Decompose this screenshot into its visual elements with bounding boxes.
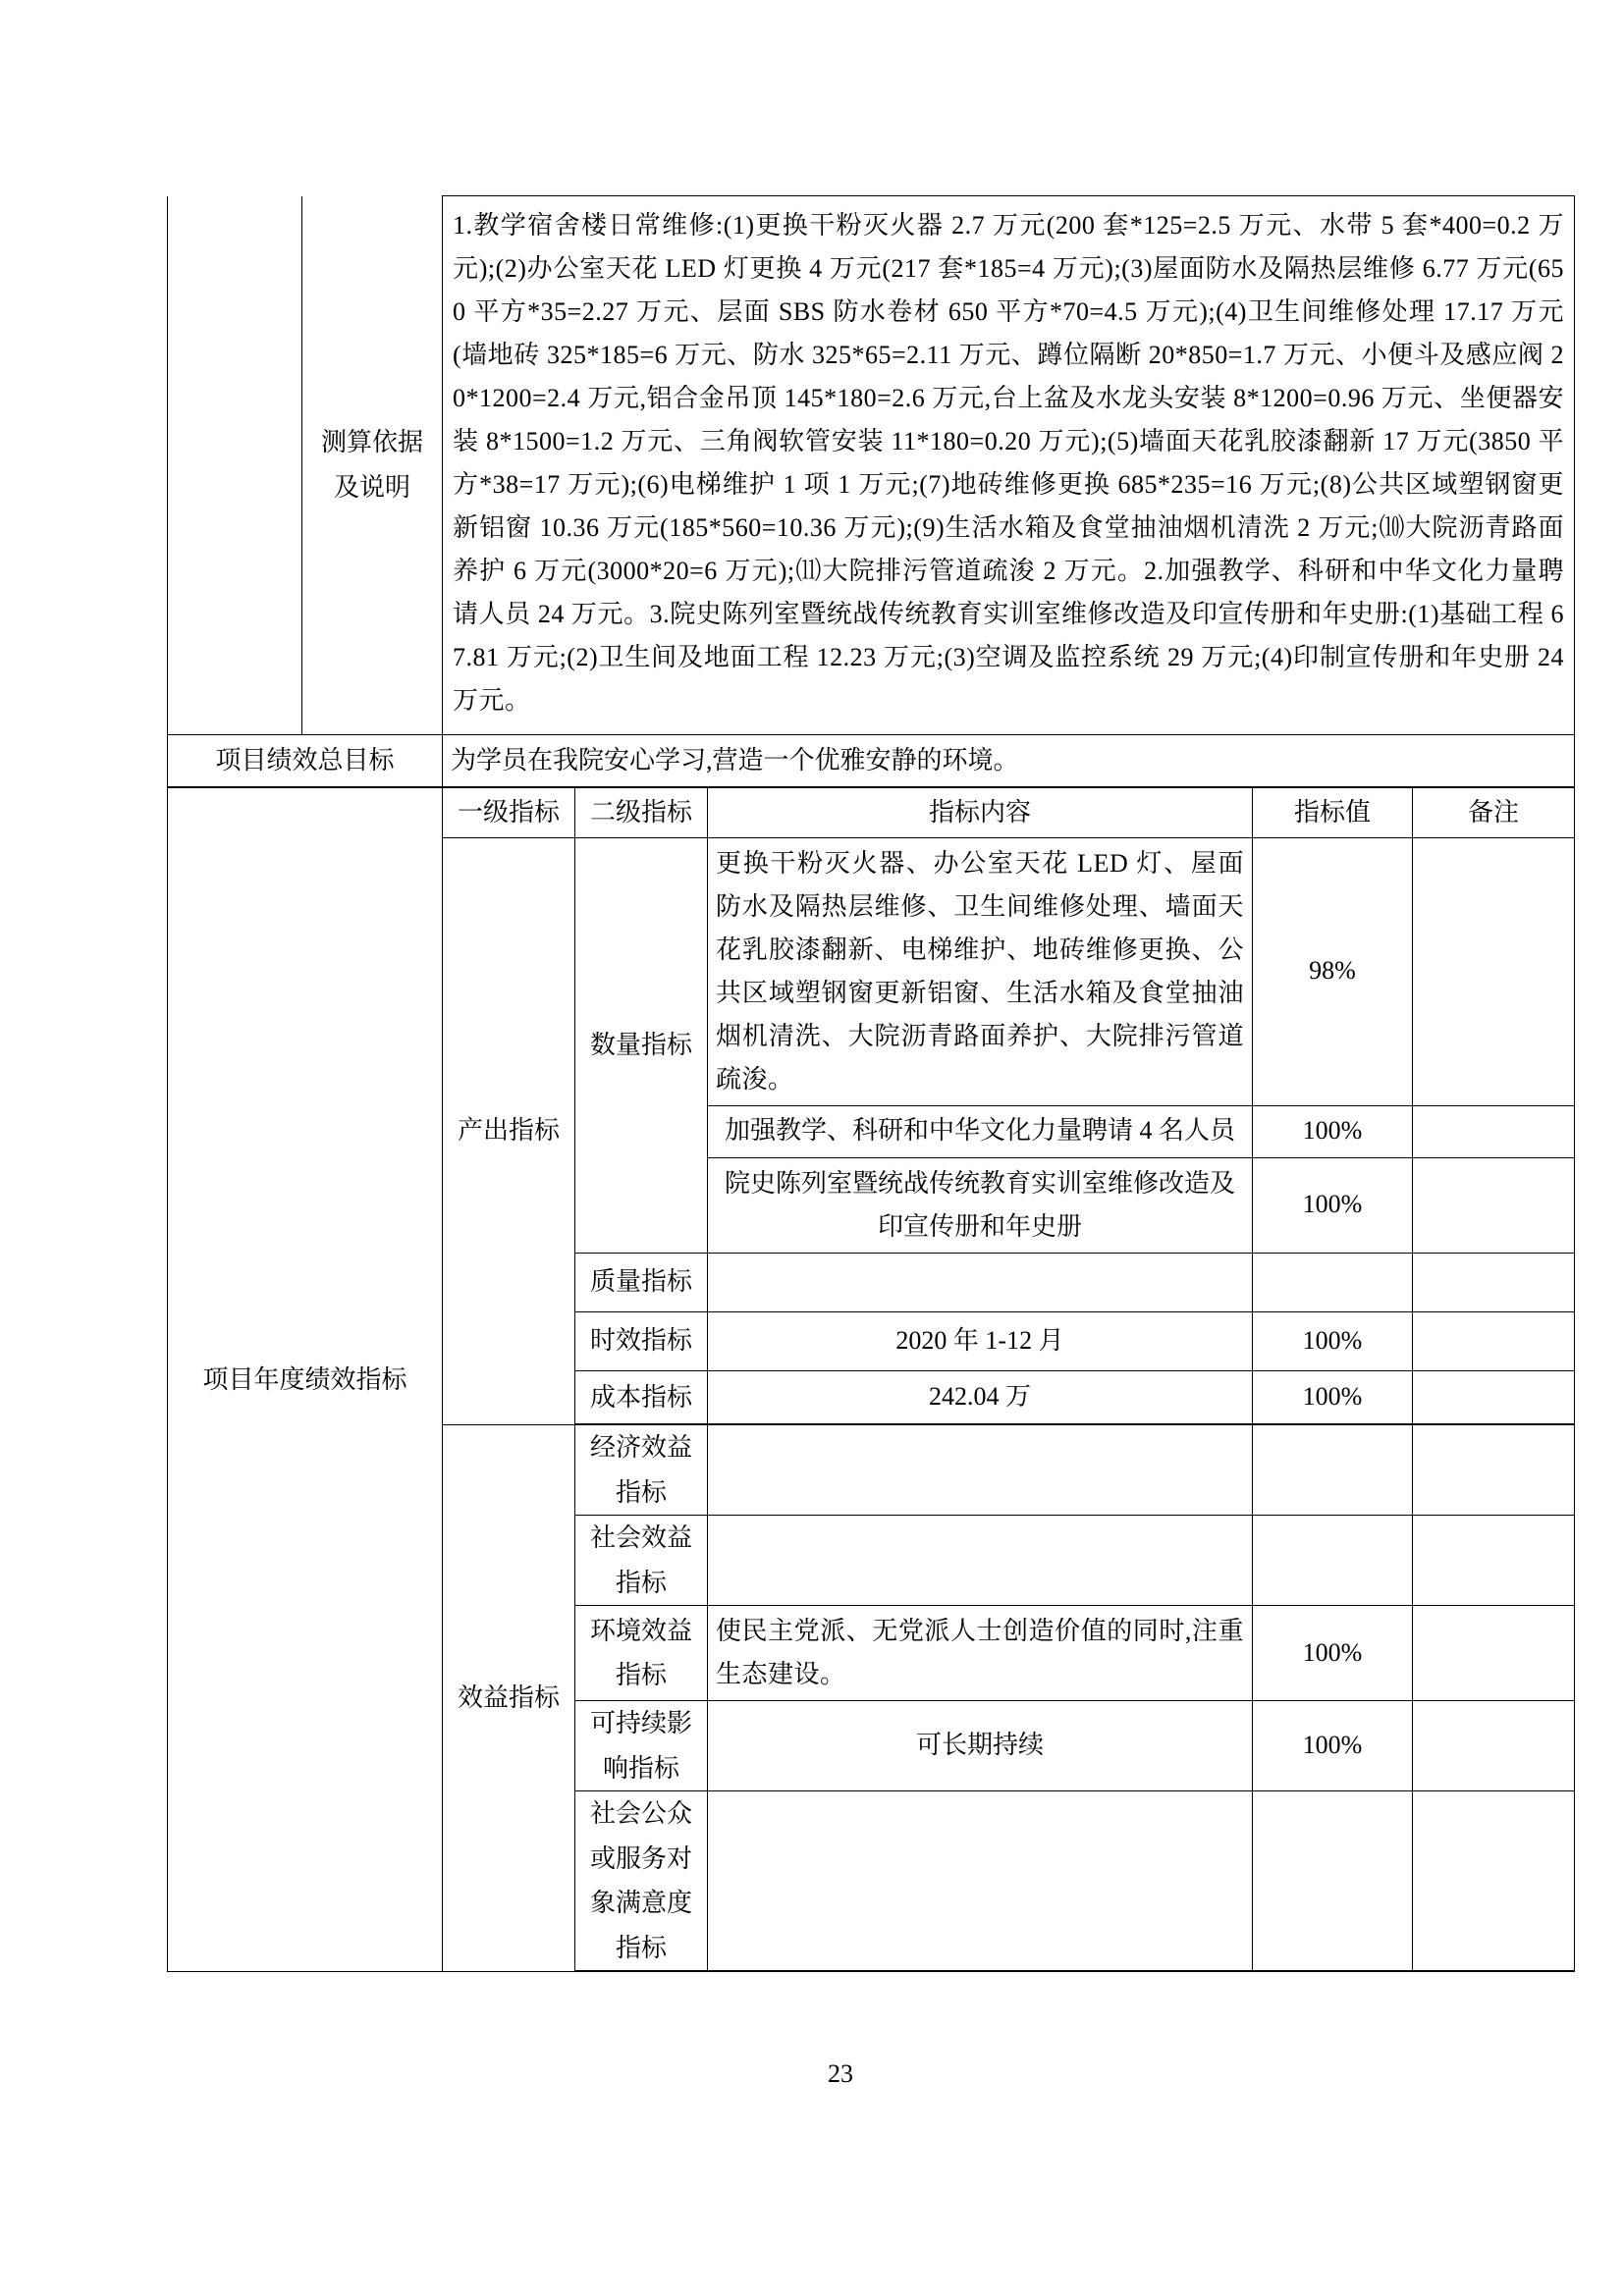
- quantity2-content-cell: 加强教学、科研和中华文化力量聘请 4 名人员: [708, 1105, 1253, 1157]
- page-number: 23: [828, 2059, 853, 2088]
- cost-value-cell: 100%: [1253, 1370, 1413, 1424]
- cost-label-cell: 成本指标: [575, 1370, 708, 1424]
- cost-content-cell: 242.04 万: [708, 1370, 1253, 1424]
- header-level1-cell: 一级指标: [443, 787, 575, 837]
- output-group-cell: 产出指标: [443, 837, 575, 1424]
- performance-table: [167, 195, 1575, 1972]
- cost-remark-cell: [1413, 1370, 1575, 1424]
- header-level2-cell: 二级指标: [575, 787, 708, 837]
- environment-content-cell: 使民主党派、无党派人士创造价值的同时,注重生态建设。: [708, 1606, 1253, 1701]
- satisfaction-remark-cell: [1413, 1791, 1575, 1972]
- timeliness-value-cell: 100%: [1253, 1311, 1413, 1370]
- satisfaction-value-cell: [1253, 1791, 1413, 1972]
- sustainability-remark-cell: [1413, 1701, 1575, 1791]
- quality-content-cell: [708, 1253, 1253, 1311]
- goal-row: [168, 735, 1575, 788]
- quantity3-value-cell: 100%: [1253, 1157, 1413, 1253]
- indicator-header-row: [168, 787, 1575, 837]
- basis-label-cell: 测算依据及说明: [302, 196, 443, 735]
- quantity-remark-cell: [1413, 837, 1575, 1105]
- economic-content-cell: [708, 1424, 1253, 1516]
- social-label-cell: 社会效益指标: [575, 1516, 708, 1606]
- quantity3-remark-cell: [1413, 1157, 1575, 1253]
- quantity2-remark-cell: [1413, 1105, 1575, 1157]
- sustainability-value-cell: 100%: [1253, 1701, 1413, 1791]
- basis-content-cell: 1.教学宿舍楼日常维修:(1)更换干粉灭火器 2.7 万元(200 套*125=2.5 万元、水带 5 套*400=0.2 万元);(2)办公室天花 LED 灯更换 4 万元(217 套*185=4 万元);(3)屋面防水及隔热层维修 6.77 万元(650 平方*35=2.27 万元、层面 SBS 防水卷材 650 平方*70=4.5 万元);(4)卫生间维修处理 17.17 万元(墙地砖 325*185=6 万元、防水 325*65=2.11 万元、蹲位隔断 20*850=1.7 万元、小便斗及感应阀 20*1200=2.4 万元,铝合金吊顶 145*180=2.6 万元,台上盆及水龙头安装 8*1200=0.96 万元、坐便器安装 8*1500=1.2 万元、三角阀软管安装 11*180=0.20 万元);(5)墙面天花乳胶漆翻新 17 万元(3850 平方*38=17 万元);(6)电梯维护 1 项 1 万元;(7)地砖维修更换 685*235=16 万元;(8)公共区域塑钢窗更新铝窗 10.36 万元(185*560=10.36 万元);(9)生活水箱及食堂抽油烟机清洗 2 万元;⑽大院沥青路面养护 6 万元(3000*20=6 万元);⑾大院排污管道疏浚 2 万元。2.加强教学、科研和中华文化力量聘请人员 24 万元。3.院史陈列室暨统战传统教育实训室维修改造及印宣传册和年史册:(1)基础工程 67.81 万元;(2)卫生间及地面工程 12.23 万元;(3)空调及监控系统 29 万元;(4)印制宣传册和年史册 24 万元。: [443, 196, 1575, 735]
- quality-label-cell: 质量指标: [575, 1253, 708, 1311]
- satisfaction-content-cell: [708, 1791, 1253, 1972]
- sustainability-label-cell: 可持续影响指标: [575, 1701, 708, 1791]
- quality-remark-cell: [1413, 1253, 1575, 1311]
- header-remark-cell: 备注: [1413, 787, 1575, 837]
- goal-content-cell: 为学员在我院安心学习,营造一个优雅安静的环境。: [443, 735, 1575, 788]
- header-value-cell: 指标值: [1253, 787, 1413, 837]
- environment-value-cell: 100%: [1253, 1606, 1413, 1701]
- continuation-empty-cell: [168, 196, 302, 735]
- basis-row: [168, 196, 1575, 735]
- quantity2-value-cell: 100%: [1253, 1105, 1413, 1157]
- timeliness-label-cell: 时效指标: [575, 1311, 708, 1370]
- quantity-content-cell: 更换干粉灭火器、办公室天花 LED 灯、屋面防水及隔热层维修、卫生间维修处理、墙面天花乳胶漆翻新、电梯维护、地砖维修更换、公共区域塑钢窗更新铝窗、生活水箱及食堂抽油烟机清洗、大院沥青路面养护、大院排污管道疏浚。: [708, 837, 1253, 1105]
- timeliness-content-cell: 2020 年 1-12 月: [708, 1311, 1253, 1370]
- header-content-cell: 指标内容: [708, 787, 1253, 837]
- environment-label-cell: 环境效益指标: [575, 1606, 708, 1701]
- social-content-cell: [708, 1516, 1253, 1606]
- quantity3-content-cell: 院史陈列室暨统战传统教育实训室维修改造及印宣传册和年史册: [708, 1157, 1253, 1253]
- annual-indicators-label-cell: 项目年度绩效指标: [168, 787, 443, 1971]
- quantity-value-cell: 98%: [1253, 837, 1413, 1105]
- goal-label-cell: 项目绩效总目标: [168, 735, 443, 788]
- economic-remark-cell: [1413, 1424, 1575, 1516]
- economic-label-cell: 经济效益指标: [575, 1424, 708, 1516]
- benefit-group-cell: 效益指标: [443, 1424, 575, 1971]
- environment-remark-cell: [1413, 1606, 1575, 1701]
- social-value-cell: [1253, 1516, 1413, 1606]
- economic-value-cell: [1253, 1424, 1413, 1516]
- quality-value-cell: [1253, 1253, 1413, 1311]
- timeliness-remark-cell: [1413, 1311, 1575, 1370]
- quantity-label-cell: 数量指标: [575, 837, 708, 1253]
- social-remark-cell: [1413, 1516, 1575, 1606]
- satisfaction-label-cell: 社会公众或服务对象满意度指标: [575, 1791, 708, 1972]
- sustainability-content-cell: 可长期持续: [708, 1701, 1253, 1791]
